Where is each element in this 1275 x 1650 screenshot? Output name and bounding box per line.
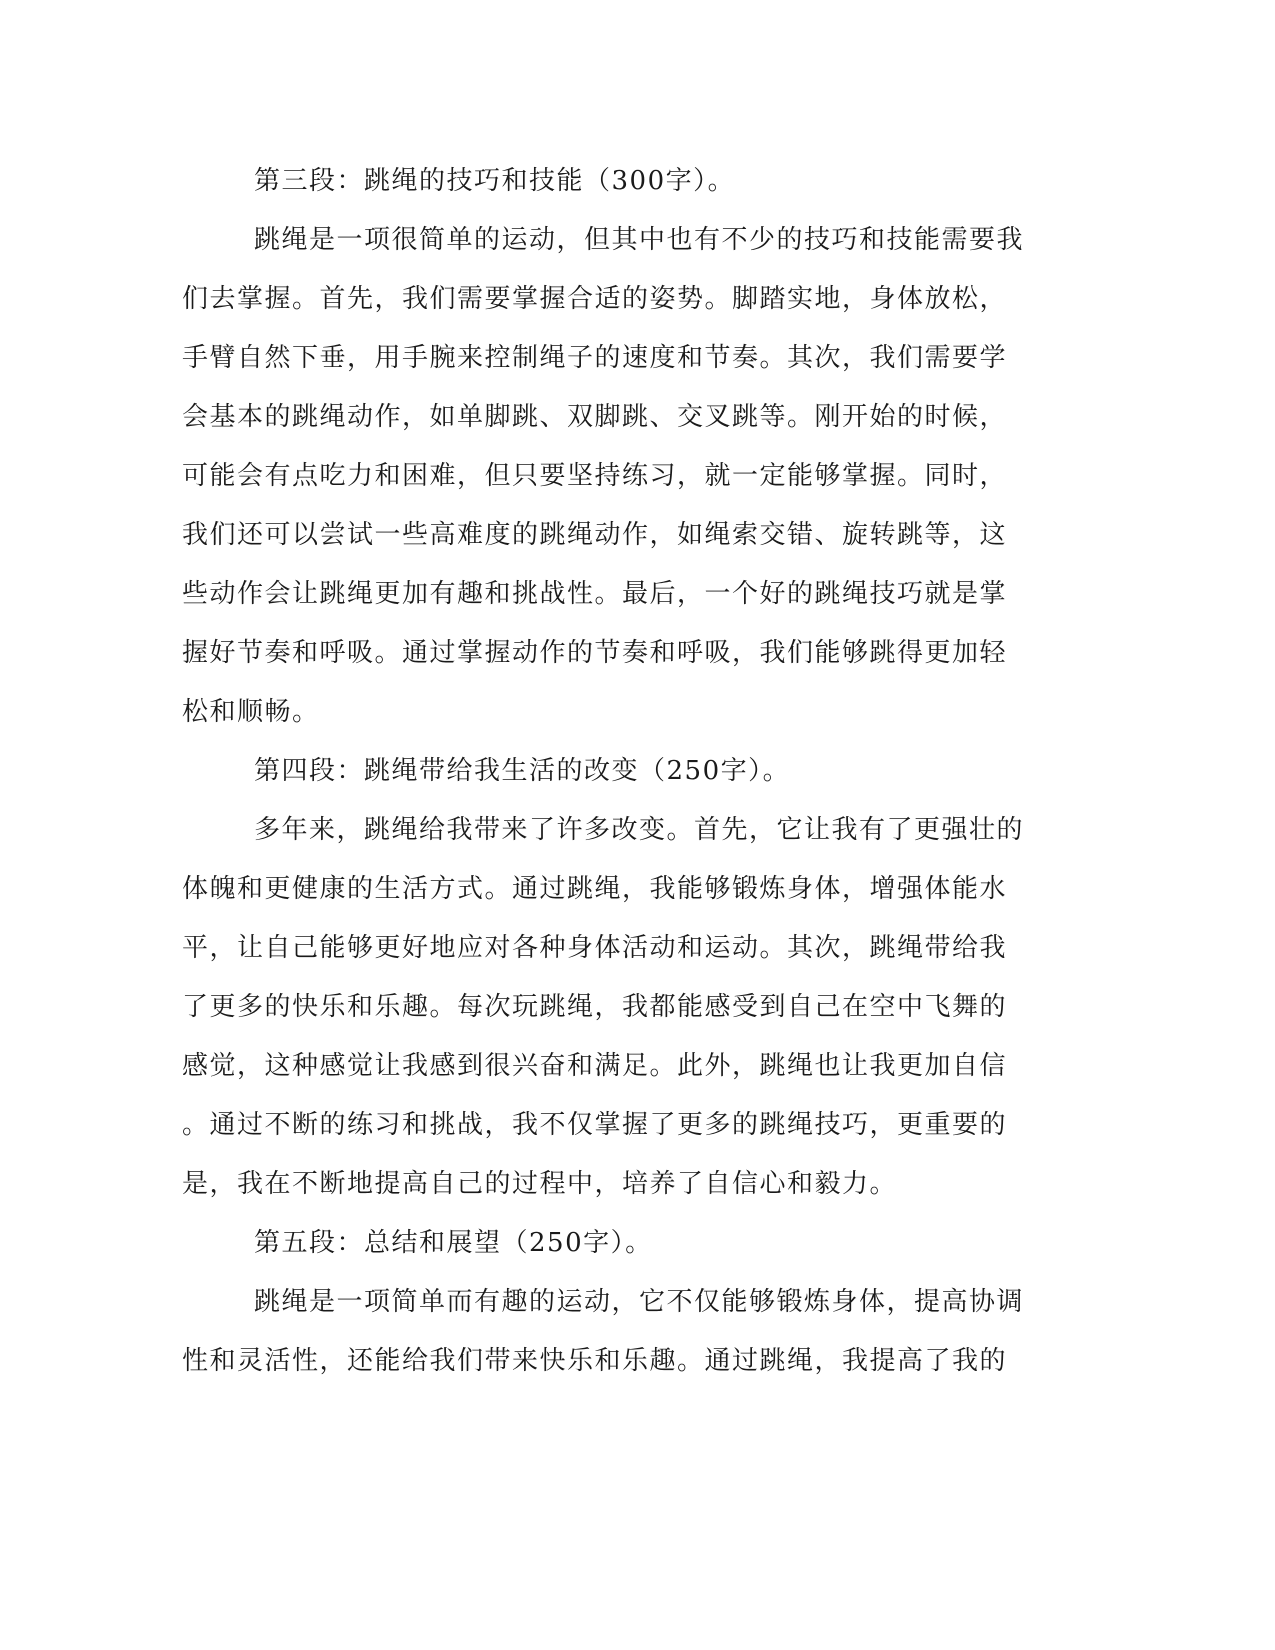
paragraph-line: 手臂自然下垂，用手腕来控制绳子的速度和节奏。其次，我们需要学 xyxy=(182,343,1008,373)
section-heading: 第四段：跳绳带给我生活的改变（250字）。 xyxy=(254,756,791,786)
paragraph-line: 了更多的快乐和乐趣。每次玩跳绳，我都能感受到自己在空中飞舞的 xyxy=(182,992,1008,1022)
paragraph-line: 。通过不断的练习和挑战，我不仅掌握了更多的跳绳技巧，更重要的 xyxy=(182,1110,1008,1140)
paragraph-line: 松和顺畅。 xyxy=(182,697,320,727)
paragraph-line: 们去掌握。首先，我们需要掌握合适的姿势。脚踏实地，身体放松， xyxy=(182,284,1008,314)
paragraph-line: 感觉，这种感觉让我感到很兴奋和满足。此外，跳绳也让我更加自信 xyxy=(182,1051,1008,1081)
paragraph-line: 是，我在不断地提高自己的过程中，培养了自信心和毅力。 xyxy=(182,1169,898,1199)
section-heading: 第五段：总结和展望（250字）。 xyxy=(254,1228,653,1258)
paragraph-line: 可能会有点吃力和困难，但只要坚持练习，就一定能够掌握。同时， xyxy=(182,461,1008,491)
paragraph-line: 跳绳是一项很简单的运动，但其中也有不少的技巧和技能需要我 xyxy=(254,225,1025,255)
document-body xyxy=(182,152,1032,1391)
paragraph-line: 握好节奏和呼吸。通过掌握动作的节奏和呼吸，我们能够跳得更加轻 xyxy=(182,638,1008,668)
paragraph-line: 多年来，跳绳给我带来了许多改变。首先，它让我有了更强壮的 xyxy=(254,815,1025,845)
paragraph-line: 性和灵活性，还能给我们带来快乐和乐趣。通过跳绳，我提高了我的 xyxy=(182,1346,1008,1376)
paragraph-line: 会基本的跳绳动作，如单脚跳、双脚跳、交叉跳等。刚开始的时候， xyxy=(182,402,1008,432)
paragraph-line: 我们还可以尝试一些高难度的跳绳动作，如绳索交错、旋转跳等，这 xyxy=(182,520,1008,550)
paragraph-line: 些动作会让跳绳更加有趣和挑战性。最后，一个好的跳绳技巧就是掌 xyxy=(182,579,1008,609)
section-heading: 第三段：跳绳的技巧和技能（300字）。 xyxy=(254,166,736,196)
paragraph-line: 平，让自己能够更好地应对各种身体活动和运动。其次，跳绳带给我 xyxy=(182,933,1008,963)
paragraph-line: 体魄和更健康的生活方式。通过跳绳，我能够锻炼身体，增强体能水 xyxy=(182,874,1008,904)
paragraph-line: 跳绳是一项简单而有趣的运动，它不仅能够锻炼身体，提高协调 xyxy=(254,1287,1025,1317)
